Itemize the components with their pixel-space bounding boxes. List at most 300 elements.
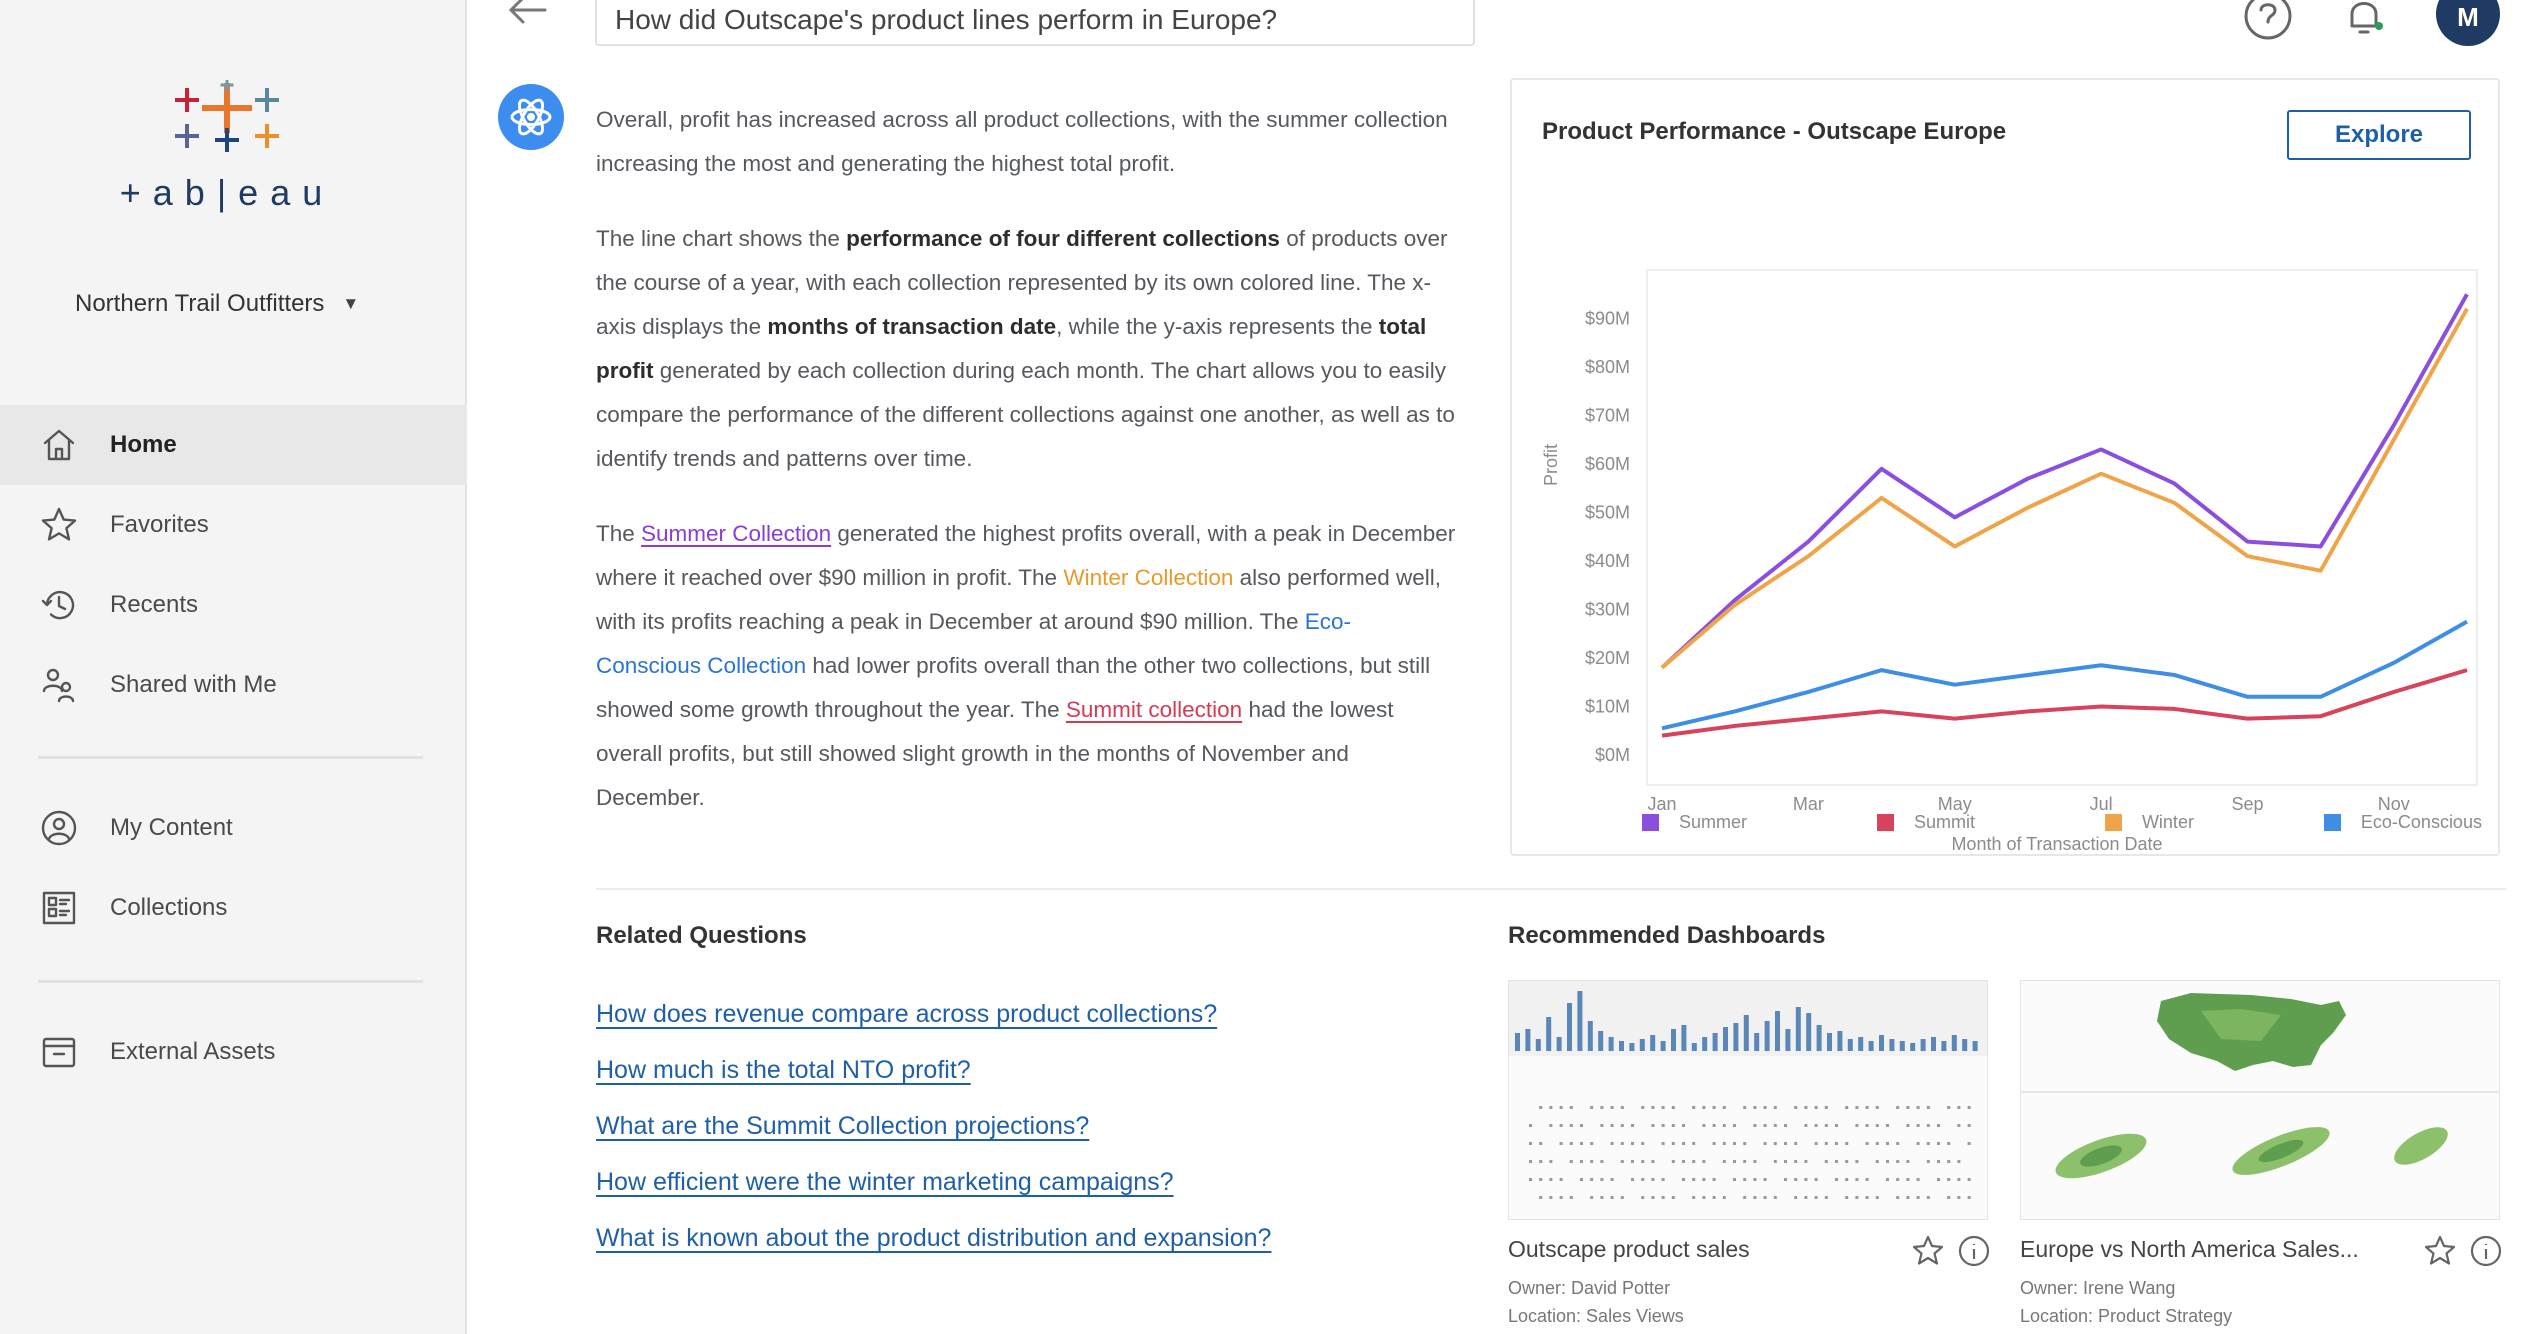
sidebar-divider — [38, 756, 423, 759]
thumbnail-bar — [1869, 1041, 1874, 1051]
thumbnail-dot — [1815, 1106, 1818, 1109]
thumbnail-dot — [1682, 1142, 1685, 1145]
thumbnail-dot — [1947, 1178, 1950, 1181]
thumbnail-dot — [1713, 1142, 1716, 1145]
thumbnail-dot — [1560, 1106, 1563, 1109]
info-icon — [2469, 1234, 2503, 1268]
thumbnail-dot — [1539, 1106, 1542, 1109]
y-tick-label: $90M — [1584, 308, 1630, 329]
thumbnail-dot — [1662, 1178, 1665, 1181]
x-tick-label: Jul — [2089, 794, 2113, 814]
thumbnail-dot — [1651, 1160, 1654, 1163]
thumbnail-dot — [1876, 1106, 1879, 1109]
thumbnail-dot — [1641, 1142, 1644, 1145]
sidebar-item-label: Collections — [110, 894, 228, 921]
thumbnail-bar — [1557, 1037, 1562, 1051]
winter-collection-link[interactable]: Winter Collection — [1063, 565, 1234, 590]
thumbnail-dot — [1631, 1142, 1634, 1145]
thumbnail-bar — [1806, 1013, 1811, 1051]
star-icon — [2423, 1234, 2457, 1268]
thumbnail-dot — [1672, 1142, 1675, 1145]
thumbnail-dot — [1570, 1124, 1573, 1127]
thumbnail-dot — [1815, 1142, 1818, 1145]
thumbnail-dot — [1611, 1178, 1614, 1181]
thumbnail-dot — [1927, 1196, 1930, 1199]
sidebar-item-external-assets[interactable] — [0, 1012, 467, 1092]
legend-label: Summer — [1679, 812, 1748, 832]
thumbnail-dot — [1804, 1106, 1807, 1109]
thumbnail-dot — [1713, 1178, 1716, 1181]
thumbnail-bar — [1619, 1041, 1624, 1051]
insight-summary — [596, 98, 1456, 851]
thumbnail-dot — [1886, 1178, 1889, 1181]
thumbnail-dot — [1631, 1178, 1634, 1181]
thumbnail-bar — [1941, 1041, 1946, 1051]
thumbnail-bar — [1588, 1021, 1593, 1051]
thumbnail-dot — [1549, 1106, 1552, 1109]
thumbnail-bar — [1879, 1035, 1884, 1051]
thumbnail-dot — [1957, 1196, 1960, 1199]
thumbnail-dot — [1611, 1142, 1614, 1145]
thumbnail-bar — [1796, 1007, 1801, 1051]
thumbnail-dot — [1733, 1160, 1736, 1163]
thumbnail-dot — [1662, 1124, 1665, 1127]
y-tick-label: $80M — [1584, 357, 1630, 377]
thumbnail-dot — [1815, 1124, 1818, 1127]
y-tick-label: $50M — [1584, 502, 1630, 523]
thumbnail-dot — [1927, 1142, 1930, 1145]
thumbnail-dot — [1835, 1178, 1838, 1181]
external-assets-icon — [38, 1031, 80, 1073]
back-button[interactable] — [505, 0, 555, 32]
sidebar-item-label: Recents — [110, 591, 199, 618]
x-axis-title: Month of Transaction Date — [1951, 834, 2163, 850]
sidebar-item-label: Favorites — [110, 511, 209, 538]
bold-text: total profit — [596, 314, 1427, 383]
thumbnail-dot — [1560, 1124, 1563, 1127]
thumbnail-dot — [1570, 1106, 1573, 1109]
thumbnail-dot — [1590, 1142, 1593, 1145]
thumbnail-dot — [1733, 1178, 1736, 1181]
thumbnail-dot — [1866, 1178, 1869, 1181]
thumbnail-bar — [1910, 1043, 1915, 1051]
thumbnail-dot — [1835, 1124, 1838, 1127]
thumbnail-dot — [1631, 1160, 1634, 1163]
dashboard-preview-image — [2021, 981, 2500, 1220]
thumbnail-dot — [1957, 1124, 1960, 1127]
thumbnail-dot — [1713, 1106, 1716, 1109]
thumbnail-dot — [1753, 1196, 1756, 1199]
thumbnail-dot — [1753, 1178, 1756, 1181]
thumbnail-bar — [1567, 1003, 1572, 1051]
text: had lower profits overall than the other two collections, but still showed some growth throughout the year. The — [596, 653, 1431, 722]
thumbnail-dot — [1825, 1196, 1828, 1199]
sidebar-item-favorites[interactable] — [0, 485, 467, 565]
thumbnail-dot — [1794, 1106, 1797, 1109]
thumbnail-dot — [1560, 1196, 1563, 1199]
thumbnail-dot — [1682, 1124, 1685, 1127]
legend-item[interactable] — [1877, 812, 1975, 833]
y-tick-label: $40M — [1584, 551, 1630, 571]
thumbnail-dot — [1723, 1142, 1726, 1145]
thumbnail-dot — [1570, 1196, 1573, 1199]
thumbnail-dot — [1855, 1196, 1858, 1199]
thumbnail-dot — [1692, 1178, 1695, 1181]
chart-legend — [1642, 812, 2482, 833]
thumbnail-dot — [1896, 1106, 1899, 1109]
dashboard-name[interactable]: Europe vs North America Sales... — [2020, 1236, 2359, 1262]
legend-item[interactable] — [1642, 812, 1747, 833]
chart-description-paragraph — [596, 217, 1456, 481]
thumbnail-dot — [1600, 1178, 1603, 1181]
thumbnail-dot — [1641, 1106, 1644, 1109]
thumbnail-dot — [1621, 1160, 1624, 1163]
thumbnail-dot — [1713, 1124, 1716, 1127]
dashboard-thumbnail-europe-vs-north-america[interactable] — [2020, 980, 2500, 1220]
thumbnail-dot — [1855, 1178, 1858, 1181]
thumbnail-dot — [1743, 1178, 1746, 1181]
thumbnail-bar — [1536, 1039, 1541, 1051]
thumbnail-bar — [1785, 1029, 1790, 1051]
thumbnail-dot — [1784, 1124, 1787, 1127]
section-divider — [596, 888, 2506, 890]
thumbnail-dot — [1896, 1160, 1899, 1163]
tableau-logo[interactable] — [105, 80, 350, 220]
chart-card — [1510, 78, 2500, 856]
thumbnail-dot — [1886, 1142, 1889, 1145]
thumbnail-bar — [1702, 1037, 1707, 1051]
legend-swatch — [1877, 814, 1894, 831]
thumbnail-dot — [1743, 1160, 1746, 1163]
thumbnail-dot — [1641, 1178, 1644, 1181]
y-tick-label: $60M — [1584, 454, 1630, 474]
thumbnail-dot — [1784, 1178, 1787, 1181]
dashboard-preview-image — [1509, 981, 1988, 1220]
related-questions-title: Related Questions — [596, 922, 807, 949]
history-icon — [38, 584, 80, 626]
thumbnail-dot — [1886, 1160, 1889, 1163]
thumbnail-dot — [1804, 1178, 1807, 1181]
thumbnail-dot — [1937, 1160, 1940, 1163]
thumbnail-dot — [1580, 1160, 1583, 1163]
sidebar — [0, 0, 467, 1334]
thumbnail-dot — [1845, 1142, 1848, 1145]
site-name: Northern Trail Outfitters — [75, 290, 325, 317]
series-line-winter[interactable] — [1662, 309, 2467, 668]
thumbnail-dot — [1794, 1160, 1797, 1163]
thumbnail-dot — [1937, 1142, 1940, 1145]
collections-paragraph — [596, 512, 1456, 820]
legend-label: Eco-Conscious — [2360, 812, 2482, 832]
thumbnail-dot — [1621, 1106, 1624, 1109]
thumbnail-bar — [1973, 1041, 1978, 1051]
thumbnail-dot — [1743, 1142, 1746, 1145]
thumbnail-dot — [1855, 1106, 1858, 1109]
dashboard-location: Location: Sales Views — [1508, 1306, 1684, 1326]
sidebar-item-home[interactable] — [0, 405, 467, 485]
thumbnail-dot — [1570, 1142, 1573, 1145]
sidebar-divider — [38, 980, 423, 983]
thumbnail-bar — [1598, 1031, 1603, 1051]
thumbnail-dot — [1570, 1160, 1573, 1163]
thumbnail-dot — [1672, 1106, 1675, 1109]
legend-item[interactable] — [2324, 812, 2482, 833]
thumbnail-dot — [1621, 1124, 1624, 1127]
thumbnail-dot — [1723, 1160, 1726, 1163]
thumbnail-dot — [1539, 1142, 1542, 1145]
sidebar-item-shared-with-me[interactable] — [0, 645, 467, 725]
related-question-link[interactable]: How much is the total NTO profit? — [596, 1056, 971, 1084]
thumbnail-dot — [1590, 1196, 1593, 1199]
sidebar-item-label: External Assets — [110, 1038, 276, 1065]
thumbnail-dot — [1896, 1142, 1899, 1145]
sidebar-item-label: Home — [110, 431, 177, 458]
thumbnail-dot — [1845, 1160, 1848, 1163]
thumbnail-dot — [1549, 1178, 1552, 1181]
thumbnail-dot — [1764, 1196, 1767, 1199]
thumbnail-dot — [1845, 1106, 1848, 1109]
arrow-left-icon — [505, 0, 549, 28]
thumbnail-dot — [1631, 1124, 1634, 1127]
thumbnail-dot — [1764, 1106, 1767, 1109]
legend-label: Summit — [1913, 812, 1975, 832]
thumbnail-dot — [1876, 1124, 1879, 1127]
thumbnail-dot — [1753, 1124, 1756, 1127]
thumbnail-bar — [1692, 1043, 1697, 1051]
text: The line chart shows the — [596, 226, 847, 251]
thumbnail-dot — [1580, 1178, 1583, 1181]
thumbnail-dot — [1651, 1196, 1654, 1199]
thumbnail-dot — [1866, 1106, 1869, 1109]
thumbnail-dot — [1590, 1160, 1593, 1163]
thumbnail-bar — [1837, 1031, 1842, 1051]
legend-label: Winter — [2141, 812, 2194, 832]
thumbnail-dot — [1641, 1160, 1644, 1163]
thumbnail-dot — [1906, 1196, 1909, 1199]
thumbnail-dot — [1906, 1160, 1909, 1163]
thumbnail-dot — [1825, 1124, 1828, 1127]
x-tick-label: Sep — [2231, 794, 2264, 814]
thumbnail-bar — [1754, 1033, 1759, 1051]
thumbnail-dot — [1957, 1106, 1960, 1109]
y-tick-label: $30M — [1584, 599, 1630, 620]
thumbnail-dot — [1702, 1106, 1705, 1109]
thumbnail-dot — [1937, 1178, 1940, 1181]
thumbnail-dot — [1968, 1178, 1971, 1181]
site-selector[interactable] — [75, 290, 359, 318]
thumbnail-bar — [1681, 1025, 1686, 1051]
thumbnail-dot — [1927, 1160, 1930, 1163]
caret-down-icon: ▼ — [342, 294, 360, 313]
thumbnail-bar — [1921, 1039, 1926, 1051]
series-line-summit[interactable] — [1662, 670, 2467, 735]
y-tick-label: $0M — [1594, 745, 1630, 765]
dashboard-location: Location: Product Strategy — [2020, 1306, 2233, 1326]
thumbnail-bar — [1900, 1041, 1905, 1051]
text: generated by each collection during each month. The chart allows you to easily compare the performance of the different collections against one another, as well as to identify trends and patterns over time. — [596, 358, 1455, 471]
thumbnail-dot — [1906, 1178, 1909, 1181]
thumbnail-dot — [1845, 1178, 1848, 1181]
thumbnail-bar — [1713, 1033, 1718, 1051]
thumbnail-dot — [1774, 1106, 1777, 1109]
thumbnail-bar — [1515, 1033, 1520, 1051]
dashboard-name[interactable]: Outscape product sales — [1508, 1236, 1750, 1262]
summit-collection-link[interactable]: Summit collection — [1065, 697, 1243, 722]
thumbnail-bar — [1640, 1039, 1645, 1051]
eco-conscious-collection-link[interactable]: Eco-Conscious Collection — [596, 609, 1351, 678]
text: of products over the course of a year, with each collection represented by its own colored line. The x-axis displays the — [596, 226, 1448, 339]
thumbnail-dot — [1825, 1160, 1828, 1163]
thumbnail-dot — [1529, 1160, 1532, 1163]
thumbnail-dot — [1672, 1196, 1675, 1199]
related-question-link[interactable]: What is known about the product distribution and expansion? — [596, 1224, 1272, 1252]
star-icon — [38, 504, 80, 546]
thumbnail-bar — [1650, 1035, 1655, 1051]
star-icon — [1911, 1234, 1945, 1268]
text: The — [596, 521, 642, 546]
thumbnail-dot — [1743, 1196, 1746, 1199]
dashboard-owner: Owner: Irene Wang — [2020, 1278, 2176, 1298]
thumbnail-dot — [1855, 1124, 1858, 1127]
related-question-link[interactable]: What are the Summit Collection projections? — [596, 1112, 1090, 1140]
thumbnail-dot — [1774, 1196, 1777, 1199]
thumbnail-dot — [1906, 1106, 1909, 1109]
thumbnail-bar — [1609, 1037, 1614, 1051]
thumbnail-dot — [1896, 1178, 1899, 1181]
y-tick-label: $10M — [1584, 696, 1630, 717]
thumbnail-dot — [1866, 1196, 1869, 1199]
thumbnail-dot — [1917, 1142, 1920, 1145]
thumbnail-dot — [1529, 1178, 1532, 1181]
thumbnail-dot — [1590, 1178, 1593, 1181]
thumbnail-dot — [1702, 1178, 1705, 1181]
legend-item[interactable] — [2105, 812, 2194, 833]
favorite-button[interactable] — [1911, 1234, 1945, 1268]
thumbnail-dot — [1651, 1106, 1654, 1109]
related-question-link[interactable]: How does revenue compare across product collections? — [596, 1000, 1218, 1028]
help-button[interactable] — [2240, 0, 2296, 44]
thumbnail-bar — [1817, 1025, 1822, 1051]
dashboard-thumbnail-outscape-sales[interactable] — [1508, 980, 1988, 1220]
thumbnail-dot — [1560, 1178, 1563, 1181]
favorite-button[interactable] — [2423, 1234, 2457, 1268]
thumbnail-dot — [1621, 1196, 1624, 1199]
thumbnail-dot — [1917, 1124, 1920, 1127]
thumbnail-dot — [1580, 1142, 1583, 1145]
bold-text: performance of four different collections — [846, 226, 1280, 251]
thumbnail-dot — [1784, 1142, 1787, 1145]
thumbnail-dot — [1549, 1196, 1552, 1199]
info-button[interactable] — [1957, 1234, 1991, 1268]
sidebar-item-recents[interactable] — [0, 565, 467, 645]
x-tick-label: Jan — [1647, 794, 1677, 814]
thumbnail-dot — [1662, 1196, 1665, 1199]
text: generated the highest profits overall, with a peak in December where it reached over $90 million in profit. The — [596, 521, 1456, 590]
thumbnail-dot — [1886, 1124, 1889, 1127]
thumbnail-dot — [1692, 1196, 1695, 1199]
thumbnail-dot — [1815, 1178, 1818, 1181]
summary-paragraph: Overall, profit has increased across all product collections, with the summer collection increasing the most and generating the highest total profit. — [596, 107, 1448, 176]
thumbnail-dot — [1825, 1106, 1828, 1109]
thumbnail-dot — [1957, 1178, 1960, 1181]
thumbnail-dot — [1927, 1106, 1930, 1109]
sidebar-item-my-content[interactable] — [0, 788, 467, 868]
home-icon — [38, 424, 80, 466]
thumbnail-dot — [1692, 1160, 1695, 1163]
info-button[interactable] — [2469, 1234, 2503, 1268]
bold-text: months of transaction date — [767, 314, 1057, 339]
text: also performed well, with its profits reaching a peak in December at around $90 million. The — [596, 565, 1441, 634]
thumbnail-bar — [1744, 1015, 1749, 1051]
thumbnail-dot — [1794, 1196, 1797, 1199]
thumbnail-dot — [1702, 1196, 1705, 1199]
thumbnail-bar — [1661, 1041, 1666, 1051]
sidebar-item-collections[interactable] — [0, 868, 467, 948]
thumbnail-dot — [1611, 1106, 1614, 1109]
thumbnail-dot — [1855, 1160, 1858, 1163]
y-axis-title: Profit — [1541, 443, 1561, 487]
legend-swatch — [1642, 814, 1659, 831]
thumbnail-bar — [1775, 1011, 1780, 1051]
thumbnail-dot — [1641, 1196, 1644, 1199]
thumbnail-dot — [1876, 1142, 1879, 1145]
series-line-eco-conscious[interactable] — [1662, 622, 2467, 729]
thumbnail-dot — [1682, 1160, 1685, 1163]
thumbnail-bar — [1733, 1023, 1738, 1051]
thumbnail-dot — [1672, 1124, 1675, 1127]
thumbnail-dot — [1917, 1178, 1920, 1181]
thumbnail-dot — [1611, 1124, 1614, 1127]
thumbnail-dot — [1651, 1178, 1654, 1181]
thumbnail-dot — [1600, 1106, 1603, 1109]
pulse-atom-icon — [498, 84, 564, 150]
thumbnail-dot — [1529, 1124, 1532, 1127]
thumbnail-bar — [1765, 1021, 1770, 1051]
user-avatar[interactable] — [2436, 0, 2500, 46]
thumbnail-dot — [1662, 1142, 1665, 1145]
thumbnail-dot — [1549, 1124, 1552, 1127]
thumbnail-dot — [1835, 1142, 1838, 1145]
thumbnail-dot — [1692, 1142, 1695, 1145]
thumbnail-dot — [1804, 1160, 1807, 1163]
notifications-button[interactable] — [2336, 0, 2392, 44]
thumbnail-dot — [1600, 1160, 1603, 1163]
thumbnail-dot — [1539, 1196, 1542, 1199]
thumbnail-dot — [1743, 1106, 1746, 1109]
thumbnail-dot — [1580, 1124, 1583, 1127]
sidebar-item-label: Shared with Me — [110, 671, 277, 698]
thumbnail-dot — [1957, 1160, 1960, 1163]
thumbnail-dot — [1611, 1196, 1614, 1199]
help-icon — [2240, 0, 2296, 44]
thumbnail-bar — [1858, 1037, 1863, 1051]
line-chart — [1512, 170, 2498, 850]
bell-icon — [2336, 0, 2392, 44]
thumbnail-dot — [1621, 1142, 1624, 1145]
legend-swatch — [2324, 814, 2341, 831]
search-input[interactable] — [595, 0, 1475, 46]
thumbnail-bar — [1962, 1039, 1967, 1051]
explore-button[interactable]: Explore — [2287, 110, 2471, 160]
thumbnail-dot — [1774, 1142, 1777, 1145]
series-line-summer[interactable] — [1662, 294, 2467, 667]
recommended-dashboards-title: Recommended Dashboards — [1508, 922, 1826, 949]
related-question-link[interactable]: How efficient were the winter marketing campaigns? — [596, 1168, 1174, 1196]
thumbnail-dot — [1539, 1178, 1542, 1181]
thumbnail-dot — [1702, 1124, 1705, 1127]
x-tick-label: Nov — [2377, 794, 2410, 814]
summer-collection-link[interactable]: Summer Collection — [641, 521, 832, 546]
